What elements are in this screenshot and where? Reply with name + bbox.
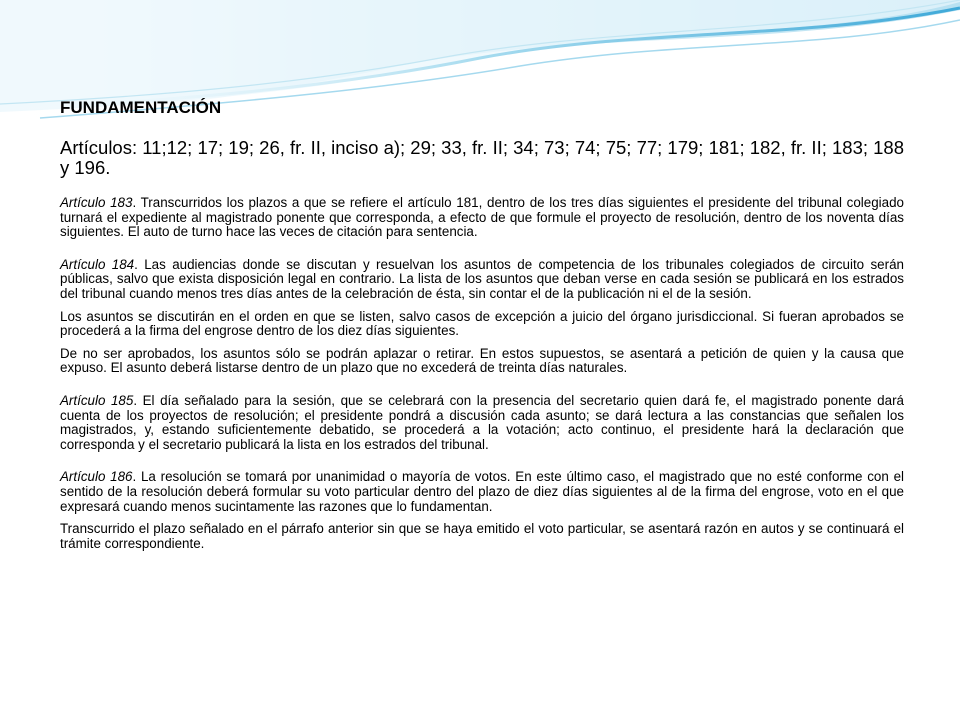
article-label: Artículo 184 (60, 256, 135, 272)
paragraph-article-186 (60, 470, 904, 514)
paragraph-article-183 (60, 196, 904, 240)
article-label: Artículo 186 (60, 469, 133, 485)
article-text: . Las audiencias donde se discutan y resuelvan los asuntos de competencia de los tribunales colegiados de circuito serán públicas, salvo que exista disposición legal en contrario. La lista de los asuntos que deban verse en cada sesión se publicará en los estrados del tribunal cuando menos tres días antes de la celebración de ésta, sin contar el de la publicación ni el de la sesión. (60, 256, 904, 301)
section-heading: FUNDAMENTACIÓN (60, 98, 222, 117)
article-label: Artículo 185 (60, 392, 134, 408)
paragraph-184-not-approved: De no ser aprobados, los asuntos sólo se podrán aplazar o retirar. En estos supuestos, se asentará a petición de quien y la causa que expuso. El asunto deberá listarse dentro de un plazo que no excederá de treinta días naturales. (60, 345, 904, 376)
article-text: . La resolución se tomará por unanimidad o mayoría de votos. En este último caso, el magistrado que no esté conforme con el sentido de la resolución deberá formular su voto particular dentro del plazo de diez días siguientes al de la firma del engrose, voto en el que expresará cuando menos sucintamente las razones que lo fundamentan. (60, 469, 904, 514)
articles-list: Artículos: 11;12; 17; 19; 26, fr. II, inciso a); 29; 33, fr. II; 34; 73; 74; 75; 77; 179; 181; 182, fr. II; 183; 188 y 196. (60, 137, 904, 178)
article-text: . El día señalado para la sesión, que se celebrará con la presencia del secretario quien dará fe, el magistrado ponente dará cuenta de los proyectos de resolución; el presidente pondrá a discusión cada asunto; se dará lectura a las constancias que señalen los magistrados, y, estando suficientemente debatido, se procederá a la votación; acto continuo, el presidente hará la declaración que corresponda y el secretario publicará la lista en los estrados del tribunal. (60, 392, 904, 452)
paragraph-article-184 (60, 258, 904, 302)
paragraph-article-185 (60, 394, 904, 452)
paragraph-184-order: Los asuntos se discutirán en el orden en que se listen, salvo casos de excepción a juicio del órgano jurisdiccional. Si fueran aprobados se procederá a la firma del engrose dentro de los diez días siguientes. (60, 308, 904, 339)
content-area (60, 98, 904, 551)
article-text: . Transcurridos los plazos a que se refiere el artículo 181, dentro de los tres días siguientes el presidente del tribunal colegiado turnará el expediente al magistrado ponente que corresponda, a efecto de que formule el proyecto de resolución, dentro de los noventa días siguientes. El auto de turno hace las veces de citación para sentencia. (60, 195, 904, 240)
article-label: Artículo 183 (60, 195, 133, 210)
paragraph-186-elapsed: Transcurrido el plazo señalado en el párrafo anterior sin que se haya emitido el voto particular, se asentará razón en autos y se continuará el trámite correspondiente. (60, 521, 904, 551)
